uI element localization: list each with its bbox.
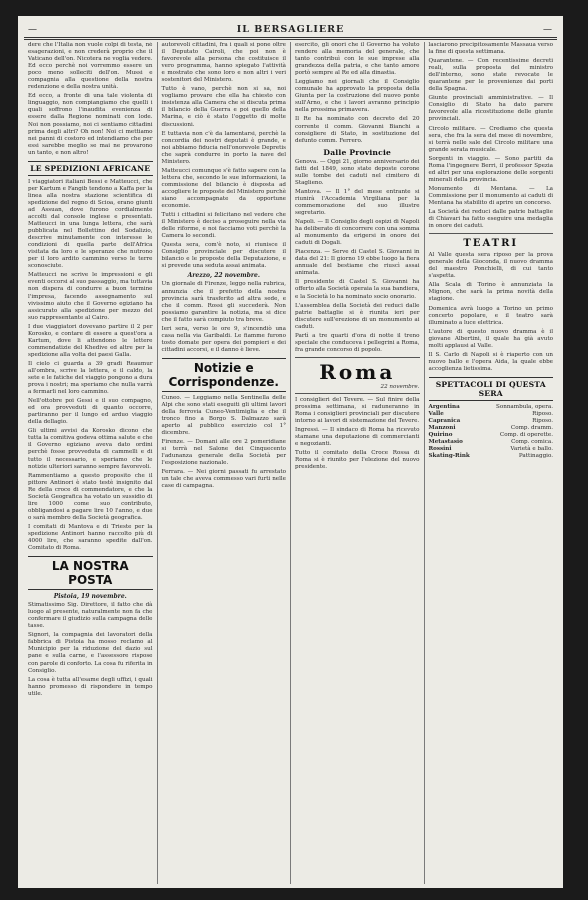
article-paragraph: Genova. — Oggi 21, giorno anniversario dei fatti del 1849, sono state deposte corone sulle tombe dei caduti nel cimitero di Staglieno. — [295, 158, 420, 186]
article-paragraph: Ieri sera, verso le ore 9, s'incendiò una casa nella via Garibaldi. Le fiamme furono tosto domate per opera dei pompieri e dei cittadini accorsi, e il danno è lieve. — [161, 325, 286, 353]
show-name: Valle — [428, 410, 444, 417]
article-paragraph: Questa sera, com'è noto, si riunisce il Consiglio provinciale per discutere il bilancio e le proposte della Deputazione, e si prevede una seduta assai animata. — [161, 242, 286, 270]
show-name: Manzoni — [428, 424, 456, 431]
show-name: Capranica — [428, 417, 461, 424]
show-piece: Sonnambula, opera. — [496, 403, 553, 410]
article-paragraph: Sorgenti in viaggio. — Sono partiti da Roma l'ingegnere Berri, il professor Spezia ed altri per una esplorazione delle sorgenti minerali della provincia. — [428, 155, 553, 183]
article-paragraph: Un giornale di Firenze, leggo nella rubrica, annunzia che il prefetto della nostra provincia sarà trasferito ad altra sede, e che il comm. Rossi gli succederà. Non possiamo garantire la notizia, ma si dice che il fatto sarà compiuto tra breve. — [161, 281, 286, 323]
article-paragraph: Quarantene. — Con recentissime decreti reali, sulla proposta del ministro dell'interno, sono state revocate le quarantene per le provenienze dai porti della Spagna. — [428, 58, 553, 93]
show-piece: Riposo. — [532, 410, 553, 417]
dateline: Pistoia, 19 novembre. — [53, 593, 127, 601]
article-paragraph: Signori, la compagnia dei lavoratori della fabbrica di Pistoia ha mosso reclamo al Municipio per la riduzione del dazio sul pane e sulla carne, e l'assessore rispose con parole di conforto. La cosa fu riferita in Consiglio. — [28, 632, 153, 674]
show-row — [429, 432, 554, 439]
article-paragraph: dere che l'Italia non vuole colpi di testa, nè esagerazioni, e non crederà proprio che il Vaticano dell'on. Nicotera ne voglia vedere. Ed ecco perchè noi vorremmo essere un poco meno solleciti dell'on. Mussi e compagnia alla questione della nostra redenzione e della nostra unità. — [28, 42, 153, 91]
show-name: Rossini — [428, 445, 452, 452]
show-name: Skating-Rink — [428, 452, 470, 459]
article-paragraph: lasciarono precipitosamente Massaua verso la fine di questa settimana. — [428, 42, 554, 56]
article-paragraph: Mantova. — Il 1° del mese entrante si riunirà l'Accademia Virgiliana per la commemorazione del suo illustre segretario. — [295, 188, 420, 216]
article-paragraph: esercito, gli onori che il Governo ha voluto rendere alla memoria del generale, che tanto contribuì con le sue imprese alla grandezza della patria, e che tanto amore portò sempre al Re ed alla dinastia. — [295, 42, 420, 77]
show-piece: Varietà e ballo. — [510, 445, 553, 452]
article-paragraph: Gli ultimi avvisi da Korosko dicono che tutta la comitiva godeva ottima salute e che il Governo egiziano aveva dato ordini perchè fosse provveduta di cammelli e di tutto il necessario, e speriamo che le notizie ulteriori saranno sempre favorevoli. — [28, 428, 153, 470]
masthead-title: IL BERSAGLIERE — [236, 24, 345, 35]
article-paragraph: La Società dei reduci dalle patrie battaglie di Chiavari ha fatto eseguire una medaglia in onore dei caduti. — [428, 209, 553, 230]
show-row — [429, 453, 554, 460]
show-name: Argentina — [428, 403, 460, 410]
show-row — [429, 404, 554, 411]
article-paragraph: Domenica avrà luogo a Torino un primo concerto popolare, e il teatro sarà illuminato a luce elettrica. — [428, 305, 553, 326]
article-paragraph: Matteucci comunque s'è fatto sapere con la lettera che, secondo le sue informazioni, la commissione del bilancio è disposta ad accogliere le proposte del Ministero purchè siano accompagnate da opportune economie. — [161, 167, 286, 210]
show-piece: Riposo. — [532, 417, 553, 424]
article-paragraph: Stimatissimo Sig. Direttore, il fatto che dà luogo al presente, naturalmente non fa che confermare il giudizio sulla campagna delle tasse. — [28, 602, 153, 630]
show-piece: Comp. di operette. — [499, 431, 553, 438]
section-heading: Notizie e Corrispondenze. — [162, 358, 287, 392]
column-3 — [290, 42, 424, 884]
article-paragraph: E tuttavia non c'è da lamentarsi, perchè la concordia dei nostri deputati è grande, e noi abbiamo fiducia nell'onorevole Depretis che saprà condurre in porto la nave del Ministero. — [161, 130, 286, 165]
article-paragraph: Tutto il comitato della Croce Rossa di Roma si è riunito per l'elezione del nuovo presidente. — [295, 450, 420, 471]
divider — [295, 393, 420, 394]
masthead-right: — — [542, 24, 553, 35]
section-heading: SPETTACOLI DI QUESTA SERA — [429, 377, 554, 401]
column-1 — [24, 42, 157, 884]
show-row — [429, 446, 554, 453]
article-paragraph: Firenze. — Domani alle ore 2 pomeridiane si terrà nel Salone dei Cinquecento l'adunanza generale della Società per l'esposizione nazionale. — [161, 439, 286, 467]
article-paragraph: autorevoli cittadini, fra i quali si pone oltre il Deputato Cairoli, che poi non è favorevole alla persona che costituisce il vero programma, hanno spiegato l'attività e mostrato che sono loro e non altri i veri sostenitori del Ministero. — [161, 42, 286, 84]
article-paragraph: I viaggiatori italiani Bessi e Matteucci, che per Kartum e Fangib tendono a Kaffa per la linea alla nostra stazione scientifica di spedizione del regno di Scioa, erano giunti ad Assuan, dove furono cordialmente accolti dal console inglese e presentati. Matteucci in una lunga lettera, che sarà pubblicata nel Bollettino del Sodalizio, descrive minutamente con interesse le condizioni di quella parte dell'Africa visitata da loro e le speranze che nutrono per il loro ardito cammino verso le terre sconosciute. — [28, 178, 153, 270]
article-paragraph: Il cielo ci guarda a 39 gradi Reaumur all'ombra, scrive la lettera, e il caldo, la sete e le fatiche del viaggio pongono a dura prova i nostri; ma speriamo che nulla varrà a fermarli nel loro cammino. — [28, 360, 153, 396]
show-row — [429, 425, 554, 432]
article-paragraph: I consiglieri del Tevere. — Sul finire della prossima settimana, si raduneranno in Roma i consiglieri provinciali per discutere intorno ai lavori di sistemazione del Tevere. — [295, 396, 420, 425]
show-piece: Comp. comica. — [511, 438, 553, 445]
column-4 — [424, 42, 558, 884]
article-paragraph: Tutti i cittadini si felicitano nel vedere che il Ministero è deciso a proseguire nella via delle riforme, e noi facciamo voti perchè la Camera lo secondi. — [161, 212, 286, 240]
article-paragraph: Napoli. — Il Consiglio degli ospizi di Napoli ha deliberato di concorrere con una somma al monumento da erigersi in onore dei caduti di Dogali. — [295, 219, 420, 247]
article-paragraph: I due viaggiatori dovevano partire il 2 per Korosko, e contare di essere a quest'ora a Kartum, dove li attendono le lettere commendatizie del Khedive ed altre per la spedizione alla volta dei paesi Galla. — [28, 323, 153, 358]
article-paragraph: Giunte provinciali amministrative. — Il Consiglio di Stato ha dato parere favorevole alla ricostituzione delle giunte provinciali. — [428, 95, 553, 123]
article-paragraph: Cuneo. — Leggiamo nella Sentinella delle Alpi che sono stati eseguiti gli ultimi lavori della ferrovia Cuneo-Ventimiglia e che il tronco fino a Borgo S. Dalmazzo sarà aperto al pubblico esercizio col 1° dicembre. — [161, 394, 286, 437]
article-paragraph: Matteucci ne scrive le impressioni e gli eventi occorsi al suo passaggio, ma tuttavia non dispera di condurre a buon termine l'impresa, facendo assegnamento sul vivissimo aiuto che il Governo egiziano ha assicurato alla spedizione per mezzo del suo rappresentante al Cairo. — [28, 272, 153, 321]
show-row — [429, 411, 554, 418]
article-paragraph: Rammentiamo a questo proposito che il pittore Antinori è stato testè insignito dal Re della croce di commendatore, e che la Società Geografica ha votato un sussidio di lire 1000 come suo contributo, obbligandosi a pagare lire 10 l'anno, e due o sarà membro della Società geografica. — [28, 472, 153, 521]
newspaper-page — [18, 16, 563, 888]
show-piece: Comp. dramm. — [510, 424, 553, 431]
masthead-rule — [24, 37, 557, 38]
masthead-left: — — [28, 24, 38, 35]
article-paragraph: Al Valle questa sera riposo per la prova generale della Gioconda, il nuovo dramma del maestro Ponchielli, di cui tanto s'aspetta. — [428, 252, 553, 280]
shows-list — [429, 404, 554, 460]
article-paragraph: Partì a tre quarti d'ora di notte il treno speciale che conduceva i pellegrini a Roma, fra grande concorso di popolo. — [295, 332, 420, 353]
article-paragraph: Leggiamo nei giornali che il Consiglio comunale ha approvato la proposta della Giunta per la costruzione del nuovo ponte sull'Arno, e che i lavori avranno principio nella prossima primavera. — [295, 79, 420, 114]
article-paragraph: Ed ecco, a fronte di una tale violenta di linguaggio, non compiangiamo che quelli i quali soffrono l'inaudita evenienza di essere dalla Regione nominati con lode. Noi non possiamo, noi ci sentiamo cittadini prima degli altri? Oh non! Noi ci mettiamo nei panni di costoro ed intendiamo che per essi sarebbe meglio se mai ne provarono un tanto, e non altro! — [28, 93, 153, 156]
article-paragraph: La cosa è tutta all'esame degli uffizi, i quali hanno promesso di rispondere in tempo utile. — [28, 676, 153, 697]
section-heading: LE SPEDIZIONI AFRICANE — [28, 161, 153, 176]
article-paragraph: Ferrara. — Nei giorni passati fu arrestato un tale che aveva commesso vari furti nelle case di campagna. — [161, 469, 286, 490]
show-row — [429, 418, 554, 425]
show-piece: Pattinaggio. — [518, 452, 553, 459]
columns — [24, 42, 557, 884]
section-heading: LA NOSTRA POSTA — [28, 556, 153, 590]
masthead — [18, 24, 563, 35]
article-paragraph: Tutto è vano, perchè non si sa, noi vogliamo provare che ella ha chiesto con insistenza alla Camera che si discuta prima il bilancio della Guerra e poi quello della Marina, e ciò è stato l'oggetto di molte discussioni. — [161, 86, 286, 128]
masthead-rule-2 — [24, 39, 557, 40]
section-heading-roma: Roma — [319, 359, 396, 384]
show-name: Quirino — [428, 431, 453, 438]
dateline: Arezzo, 22 novembre. — [187, 272, 260, 280]
article-paragraph: Il S. Carlo di Napoli si è riaperto con un nuovo ballo e l'opera Aida, la quale ebbe accoglienza lietissima. — [428, 351, 553, 372]
article-paragraph: L'assemblea della Società dei reduci dalle patrie battaglie si è riunita ieri per discutere sull'erezione di un monumento ai caduti. — [295, 302, 420, 330]
show-name: Metastasio — [428, 438, 463, 445]
article-paragraph: Ingressi. — Il sindaco di Roma ha ricevuto stamane una deputazione di commercianti e negozianti. — [295, 427, 420, 448]
dateline: 22 novembre. — [380, 383, 420, 390]
article-paragraph: Il Re ha nominato con decreto del 20 corrente il comm. Giovanni Bianchi a consigliere di Stato, in sostituzione del defunto comm. Ferrero. — [295, 116, 420, 144]
article-paragraph: L'autore di questo nuovo dramma è il giovane Albertini, il quale ha già avuto molti applausi al Valle. — [428, 328, 553, 349]
article-paragraph: Nell'ottobre poi Gessi e il suo compagno, ed ora provveduti di quanto occorre, partiranno per il lungo ed arduo viaggio della dellagio. — [28, 398, 153, 426]
article-paragraph: Circolo militare. — Crediamo che questa sera, che fra la sera del mese di novembre, si terrà nelle sale del Circolo militare una grande serata musicale. — [428, 125, 553, 153]
show-row — [429, 439, 554, 446]
article-paragraph: Il presidente di Castel S. Giovanni ha offerto alla Società operaia la sua bandiera, e la Società lo ha nominato socio onorario. — [295, 279, 420, 300]
section-heading: Dalle Provincie — [323, 147, 392, 157]
section-heading-teatri: TEATRI — [463, 238, 519, 250]
divider — [295, 357, 420, 358]
divider — [429, 233, 554, 234]
column-2 — [157, 42, 291, 884]
article-paragraph: Alla Scala di Torino è annunziata la Mignon, che sarà la prima novità della stagione. — [428, 282, 553, 303]
article-paragraph: I comitati di Mantova e di Trieste per la spedizione Antinori hanno raccolto più di 4000 lire, che saranno spedite dall'on. Comitato di Roma. — [28, 523, 153, 552]
article-paragraph: Monumento di Mentana. — La Commissione per il monumento ai caduti di Mentana ha stabilito di aprire un concorso. — [428, 185, 553, 206]
article-paragraph: Piacenza. — Serve di Castel S. Giovanni in data del 21: Il giorno 19 ebbe luogo la fiera annuale del bestiame che riuscì assai animata. — [295, 249, 420, 277]
